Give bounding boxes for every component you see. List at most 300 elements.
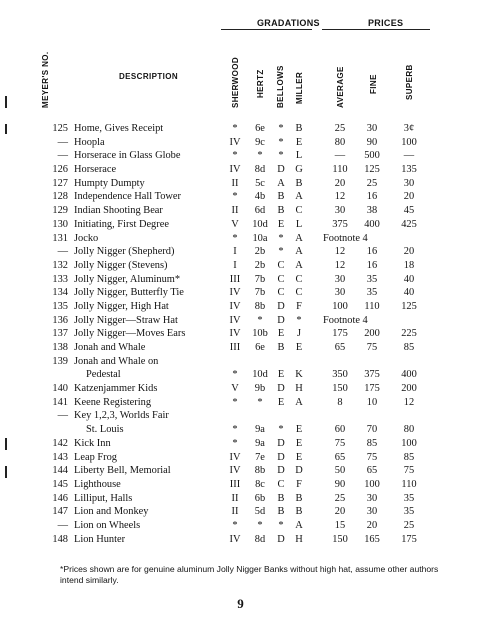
hertz-cell: 2b: [254, 259, 266, 271]
description-cell: Jonah and Whale on: [74, 355, 159, 367]
sherwood-cell: II: [231, 506, 239, 518]
description-cell: Lion on Wheels: [74, 519, 141, 531]
table-row: [0, 368, 481, 382]
sherwood-cell: *: [232, 232, 238, 244]
table-row: [0, 382, 481, 396]
fine-price-cell: 30: [366, 492, 378, 504]
average-price-cell: 25: [334, 123, 346, 134]
sherwood-cell: IV: [229, 314, 241, 326]
hertz-cell: 10d: [252, 369, 268, 381]
hertz-cell: 6b: [254, 492, 266, 504]
fine-price-cell: 35: [366, 287, 378, 299]
miller-cell: J: [296, 328, 302, 340]
hertz-cell: 8c: [255, 478, 265, 490]
meyers-no-cell: 128: [52, 191, 68, 203]
meyers-no-cell: —: [57, 150, 68, 162]
superb-price-cell: 3¢: [403, 123, 415, 134]
bellows-cell: E: [277, 328, 285, 340]
description-cell: Jolly Nigger, Butterfly Tie: [74, 287, 184, 299]
average-price-cell: 80: [334, 136, 346, 148]
miller-cell: C: [295, 205, 303, 217]
hertz-cell: 6e: [255, 342, 265, 353]
hertz-cell: 7b: [254, 273, 266, 285]
gradations-rule: [221, 29, 312, 30]
meyers-no-cell: 127: [52, 177, 68, 189]
sherwood-cell: III: [229, 342, 241, 353]
bellows-cell: D: [277, 451, 285, 463]
meyers-no-cell: 139: [52, 355, 68, 367]
superb-price-cell: 175: [401, 533, 417, 545]
table-row: [0, 505, 481, 519]
sherwood-cell: *: [232, 519, 238, 531]
average-price-cell: 65: [334, 451, 346, 463]
fine-price-cell: 85: [366, 437, 378, 449]
sherwood-cell: *: [232, 150, 238, 162]
description-cell: Lion Hunter: [74, 533, 126, 545]
average-price-cell: 65: [334, 342, 346, 353]
meyers-no-cell: 133: [52, 273, 68, 285]
miller-cell: L: [295, 218, 303, 230]
bellows-cell: D: [277, 465, 285, 477]
hertz-cell: 5c: [255, 177, 265, 189]
fine-price-cell: 25: [366, 177, 378, 189]
sherwood-cell: IV: [229, 300, 241, 312]
description-cell: Katzenjammer Kids: [74, 383, 158, 395]
description-cell: Liberty Bell, Memorial: [74, 465, 171, 477]
description-cell: Jolly Nigger (Shepherd): [74, 246, 175, 258]
average-price-cell: 30: [334, 287, 346, 299]
miller-cell: E: [295, 342, 303, 353]
bellows-cell: D: [277, 164, 285, 176]
description-header: DESCRIPTION: [119, 72, 179, 81]
meyers-no-cell: 148: [52, 533, 68, 545]
table-row: [0, 163, 481, 177]
average-price-cell: 375: [332, 218, 348, 230]
miller-cell: C: [295, 273, 303, 285]
sherwood-cell: IV: [229, 451, 241, 463]
miller-cell: A: [295, 519, 303, 531]
average-price-cell: 15: [334, 519, 346, 531]
table-row: [0, 204, 481, 218]
average-price-cell: 12: [334, 246, 346, 258]
miller-cell: B: [295, 506, 303, 518]
fine-price-cell: 35: [366, 273, 378, 285]
sherwood-cell: IV: [229, 164, 241, 176]
description-cell: Lion and Monkey: [74, 506, 149, 518]
bellows-cell: *: [278, 150, 284, 162]
description-cell: Jolly Nigger—Straw Hat: [74, 314, 178, 326]
description-cell: Jocko: [74, 232, 99, 244]
miller-cell: *: [296, 314, 302, 326]
miller-cell: F: [296, 300, 302, 312]
average-price-cell: 175: [332, 328, 348, 340]
bellows-cell: *: [278, 232, 284, 244]
meyers-no-cell: 141: [52, 396, 68, 408]
average-price-cell: 150: [332, 533, 348, 545]
meyers-no-cell: 137: [52, 328, 68, 340]
hertz-header: HERTZ: [256, 69, 265, 98]
miller-cell: G: [295, 164, 303, 176]
table-row: [0, 492, 481, 506]
hertz-cell: 6e: [255, 123, 265, 134]
table-row: [0, 232, 481, 246]
miller-cell: E: [295, 136, 303, 148]
sherwood-cell: IV: [229, 328, 241, 340]
hertz-cell: 9b: [254, 383, 266, 395]
footnote-ref-cell: Footnote 4: [323, 232, 368, 244]
superb-price-cell: 80: [403, 424, 415, 436]
fine-price-cell: 200: [364, 328, 380, 340]
table-row: [0, 533, 481, 547]
miller-cell: E: [295, 437, 303, 449]
miller-cell: H: [295, 383, 303, 395]
miller-cell: C: [295, 287, 303, 299]
hertz-cell: *: [257, 314, 263, 326]
superb-price-cell: 75: [403, 465, 415, 477]
description-cell: Horserace in Glass Globe: [74, 150, 181, 162]
bellows-cell: B: [277, 205, 285, 217]
hertz-cell: 6d: [254, 205, 266, 217]
superb-price-cell: 35: [403, 492, 415, 504]
superb-price-cell: 35: [403, 506, 415, 518]
average-price-cell: 350: [332, 369, 348, 381]
meyers-no-cell: —: [57, 519, 68, 531]
average-price-cell: 100: [332, 300, 348, 312]
margin-mark: [5, 96, 7, 108]
bellows-cell: C: [277, 273, 285, 285]
table-row: [0, 451, 481, 465]
sherwood-cell: IV: [229, 287, 241, 299]
fine-price-cell: 16: [366, 246, 378, 258]
description-cell: Jolly Nigger, High Hat: [74, 300, 169, 312]
fine-price-cell: 16: [366, 259, 378, 271]
table-row: [0, 355, 481, 369]
table-row: [0, 149, 481, 163]
hertz-cell: 8d: [254, 164, 266, 176]
meyers-no-cell: —: [57, 410, 68, 422]
miller-cell: A: [295, 259, 303, 271]
superb-price-cell: 30: [403, 177, 415, 189]
description-cell: Independence Hall Tower: [74, 191, 181, 203]
bellows-cell: D: [277, 300, 285, 312]
table-row: [0, 259, 481, 273]
sherwood-cell: *: [232, 396, 238, 408]
table-row: [0, 122, 481, 136]
fine-price-cell: 400: [364, 218, 380, 230]
bellows-header: BELLOWS: [276, 65, 285, 108]
meyers-no-header: MEYER'S NO.: [41, 51, 50, 108]
table-row: [0, 136, 481, 150]
footnote-ref-cell: Footnote 4: [323, 314, 368, 326]
miller-cell: E: [295, 451, 303, 463]
description-cell: Kick Inn: [74, 437, 111, 449]
description-cell: Initiating, First Degree: [74, 218, 169, 230]
sherwood-cell: V: [231, 383, 239, 395]
bellows-cell: D: [277, 437, 285, 449]
description-cell: Jolly Nigger, Aluminum*: [74, 273, 181, 285]
hertz-cell: 7e: [255, 451, 265, 463]
meyers-no-cell: 135: [52, 300, 68, 312]
superb-price-cell: —: [403, 150, 415, 162]
table-row: [0, 341, 481, 355]
average-header: AVERAGE: [336, 66, 345, 108]
sherwood-cell: II: [231, 205, 239, 217]
bellows-cell: D: [277, 533, 285, 545]
hertz-cell: 5d: [254, 506, 266, 518]
miller-cell: B: [295, 177, 303, 189]
superb-header: SUPERB: [405, 64, 414, 100]
average-price-cell: 50: [334, 465, 346, 477]
average-price-cell: 75: [334, 437, 346, 449]
sherwood-cell: *: [232, 424, 238, 436]
superb-price-cell: 12: [403, 396, 415, 408]
miller-header: MILLER: [295, 71, 304, 104]
hertz-cell: 10b: [252, 328, 268, 340]
superb-price-cell: 25: [403, 519, 415, 531]
average-price-cell: 150: [332, 383, 348, 395]
miller-cell: A: [295, 246, 303, 258]
description-cell: Indian Shooting Bear: [74, 205, 163, 217]
average-price-cell: 8: [337, 396, 343, 408]
superb-price-cell: 200: [401, 383, 417, 395]
sherwood-cell: II: [231, 177, 239, 189]
description-cell: Horserace: [74, 164, 117, 176]
meyers-no-cell: —: [57, 136, 68, 148]
sherwood-cell: *: [232, 123, 238, 134]
bellows-cell: *: [278, 424, 284, 436]
sherwood-cell: IV: [229, 533, 241, 545]
superb-price-cell: 100: [401, 136, 417, 148]
hertz-cell: 7b: [254, 287, 266, 299]
fine-price-cell: 500: [364, 150, 380, 162]
fine-price-cell: 10: [366, 396, 378, 408]
description-cell: St. Louis: [86, 424, 124, 436]
table-row: [0, 245, 481, 259]
meyers-no-cell: 147: [52, 506, 68, 518]
hertz-cell: 8b: [254, 465, 266, 477]
description-cell: Home, Gives Receipt: [74, 123, 164, 134]
bellows-cell: B: [277, 191, 285, 203]
miller-cell: B: [295, 123, 303, 134]
average-price-cell: 12: [334, 259, 346, 271]
bellows-cell: D: [277, 383, 285, 395]
hertz-cell: *: [257, 396, 263, 408]
miller-cell: H: [295, 533, 303, 545]
superb-price-cell: 85: [403, 342, 415, 353]
sherwood-cell: II: [231, 492, 239, 504]
bellows-cell: E: [277, 218, 285, 230]
hertz-cell: 9c: [255, 136, 265, 148]
bellows-cell: *: [278, 246, 284, 258]
bellows-cell: *: [278, 123, 284, 134]
table-row: [0, 314, 481, 328]
average-price-cell: 20: [334, 177, 346, 189]
description-cell: Hoopla: [74, 136, 105, 148]
hertz-cell: 2b: [254, 246, 266, 258]
sherwood-cell: III: [229, 273, 241, 285]
average-price-cell: 20: [334, 506, 346, 518]
description-cell: Lilliput, Halls: [74, 492, 133, 504]
superb-price-cell: 125: [401, 300, 417, 312]
miller-cell: F: [296, 478, 302, 490]
superb-price-cell: 40: [403, 287, 415, 299]
miller-cell: A: [295, 232, 303, 244]
table-row: [0, 177, 481, 191]
table-row: [0, 396, 481, 410]
bellows-cell: C: [277, 478, 285, 490]
average-price-cell: 30: [334, 205, 346, 217]
fine-price-cell: 75: [366, 451, 378, 463]
sherwood-cell: III: [229, 478, 241, 490]
superb-price-cell: 400: [401, 369, 417, 381]
miller-cell: E: [295, 424, 303, 436]
fine-price-cell: 65: [366, 465, 378, 477]
sherwood-cell: IV: [229, 465, 241, 477]
meyers-no-cell: 131: [52, 232, 68, 244]
meyers-no-cell: —: [57, 246, 68, 258]
meyers-no-cell: 138: [52, 342, 68, 353]
meyers-no-cell: 142: [52, 437, 68, 449]
meyers-no-cell: 126: [52, 164, 68, 176]
miller-cell: B: [295, 492, 303, 504]
miller-cell: A: [295, 396, 303, 408]
sherwood-cell: I: [233, 259, 237, 271]
meyers-no-cell: 144: [52, 465, 68, 477]
description-cell: Key 1,2,3, Worlds Fair: [74, 410, 169, 422]
fine-price-cell: 175: [364, 383, 380, 395]
hertz-cell: *: [257, 150, 263, 162]
prices-rule: [322, 29, 430, 30]
table-row: [0, 300, 481, 314]
fine-price-cell: 125: [364, 164, 380, 176]
meyers-no-cell: 145: [52, 478, 68, 490]
sherwood-header: SHERWOOD: [231, 56, 240, 108]
fine-price-cell: 165: [364, 533, 380, 545]
hertz-cell: 8b: [254, 300, 266, 312]
table-row: [0, 273, 481, 287]
description-cell: Keene Registering: [74, 396, 152, 408]
description-cell: Jolly Nigger (Stevens): [74, 259, 168, 271]
fine-price-cell: 90: [366, 136, 378, 148]
fine-header: FINE: [369, 74, 378, 94]
footnote: *Prices shown are for genuine aluminum Jolly Nigger Banks without high hat, assume other authors intend similarly.: [60, 564, 439, 585]
meyers-no-cell: 130: [52, 218, 68, 230]
meyers-no-cell: 136: [52, 314, 68, 326]
superb-price-cell: 135: [401, 164, 417, 176]
superb-price-cell: 225: [401, 328, 417, 340]
description-cell: Pedestal: [86, 369, 121, 381]
bellows-cell: C: [277, 259, 285, 271]
table-row: [0, 464, 481, 478]
description-cell: Jonah and Whale: [74, 342, 146, 353]
description-cell: Leap Frog: [74, 451, 117, 463]
superb-price-cell: 85: [403, 451, 415, 463]
fine-price-cell: 100: [364, 478, 380, 490]
bellows-cell: *: [278, 519, 284, 531]
average-price-cell: 90: [334, 478, 346, 490]
meyers-no-cell: 125: [52, 123, 68, 134]
description-cell: Humpty Dumpty: [74, 177, 145, 189]
bellows-cell: B: [277, 506, 285, 518]
superb-price-cell: 40: [403, 273, 415, 285]
fine-price-cell: 70: [366, 424, 378, 436]
meyers-no-cell: 143: [52, 451, 68, 463]
hertz-cell: 9a: [255, 424, 265, 436]
table-row: [0, 286, 481, 300]
bellows-cell: C: [277, 287, 285, 299]
bellows-cell: B: [277, 342, 285, 353]
table-row: [0, 327, 481, 341]
superb-price-cell: 100: [401, 437, 417, 449]
fine-price-cell: 30: [366, 123, 378, 134]
sherwood-cell: IV: [229, 136, 241, 148]
meyers-no-cell: 140: [52, 383, 68, 395]
sherwood-cell: *: [232, 369, 238, 381]
superb-price-cell: 20: [403, 191, 415, 203]
miller-cell: L: [295, 150, 303, 162]
average-price-cell: 110: [332, 164, 348, 176]
miller-cell: K: [295, 369, 303, 381]
average-price-cell: —: [334, 150, 346, 162]
superb-price-cell: 425: [401, 218, 417, 230]
fine-price-cell: 375: [364, 369, 380, 381]
miller-cell: D: [295, 465, 303, 477]
average-price-cell: 25: [334, 492, 346, 504]
meyers-no-cell: 134: [52, 287, 68, 299]
meyers-no-cell: 146: [52, 492, 68, 504]
description-cell: Jolly Nigger—Moves Ears: [74, 328, 186, 340]
average-price-cell: 60: [334, 424, 346, 436]
hertz-cell: 8d: [254, 533, 266, 545]
sherwood-cell: I: [233, 246, 237, 258]
fine-price-cell: 16: [366, 191, 378, 203]
bellows-cell: E: [277, 396, 285, 408]
miller-cell: A: [295, 191, 303, 203]
bellows-cell: D: [277, 314, 285, 326]
hertz-cell: 4b: [254, 191, 266, 203]
sherwood-cell: *: [232, 437, 238, 449]
bellows-cell: A: [277, 177, 285, 189]
average-price-cell: 30: [334, 273, 346, 285]
bellows-cell: E: [277, 369, 285, 381]
sherwood-cell: V: [231, 218, 239, 230]
table-row: [0, 519, 481, 533]
meyers-no-cell: 129: [52, 205, 68, 217]
fine-price-cell: 38: [366, 205, 378, 217]
fine-price-cell: 110: [364, 300, 380, 312]
average-price-cell: 12: [334, 191, 346, 203]
fine-price-cell: 20: [366, 519, 378, 531]
hertz-cell: 9a: [255, 437, 265, 449]
bellows-cell: B: [277, 492, 285, 504]
hertz-cell: 10d: [252, 218, 268, 230]
page-number: 9: [237, 596, 244, 611]
table-row: [0, 409, 481, 423]
table-row: [0, 437, 481, 451]
prices-heading: PRICES: [368, 18, 404, 28]
table-row: [0, 423, 481, 437]
fine-price-cell: 75: [366, 342, 378, 353]
superb-price-cell: 18: [403, 259, 415, 271]
table-row: [0, 190, 481, 204]
superb-price-cell: 20: [403, 246, 415, 258]
hertz-cell: *: [257, 519, 263, 531]
table-row: [0, 218, 481, 232]
bellows-cell: *: [278, 136, 284, 148]
hertz-cell: 10a: [252, 232, 268, 244]
superb-price-cell: 110: [401, 478, 417, 490]
fine-price-cell: 30: [366, 506, 378, 518]
